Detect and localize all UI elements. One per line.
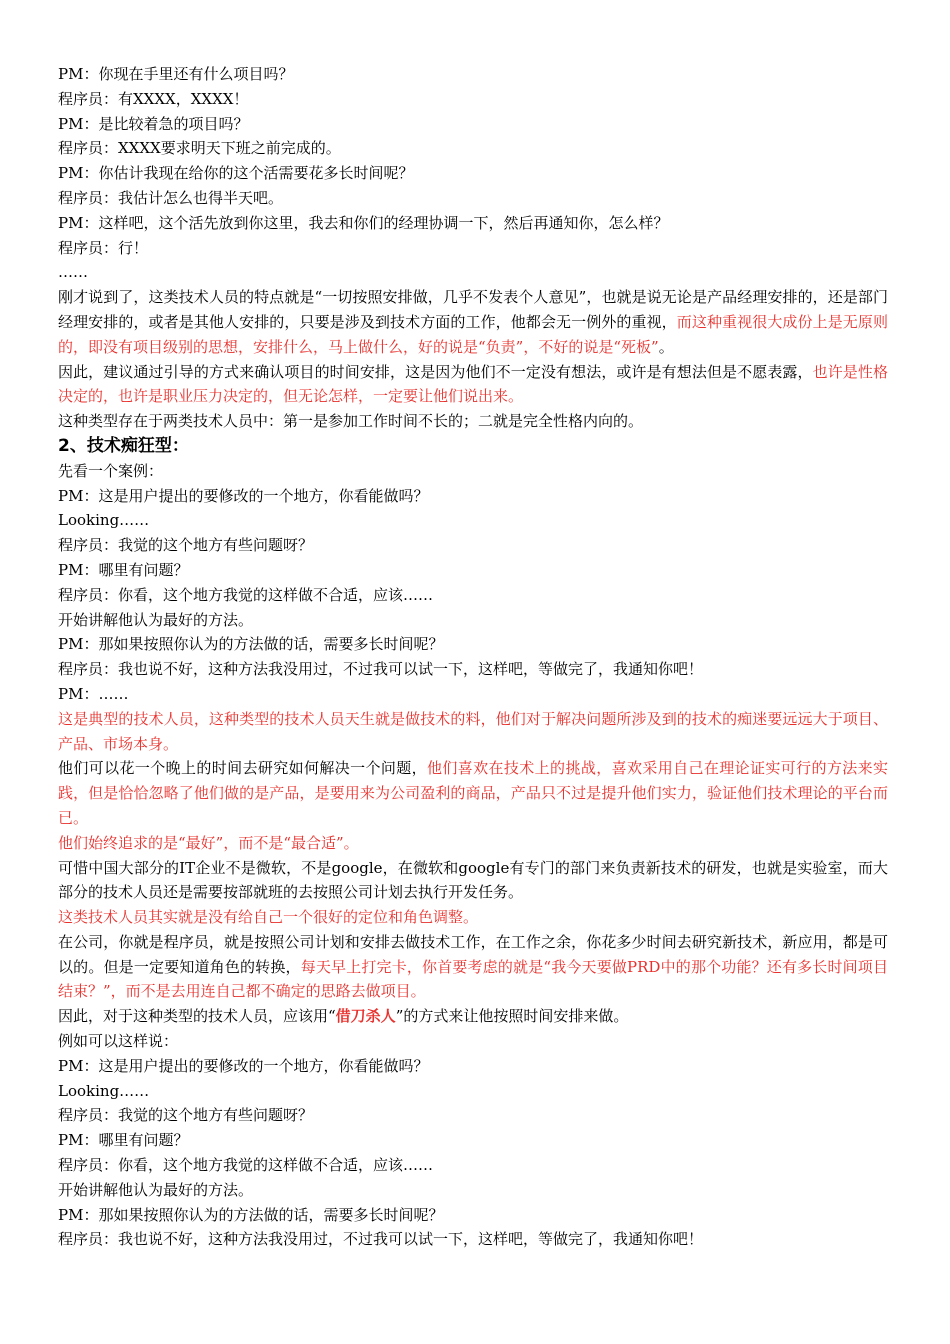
dialogue-line: PM：你现在手里还有什么项目吗？ [58,65,294,83]
paragraph-role [58,930,888,1004]
dialogue-line: PM：这是用户提出的要修改的一个地方，你看能做吗？ [58,1056,429,1075]
paragraph-strategy [58,1004,888,1029]
dialogue-line: 先看一个案例： [58,461,164,480]
dialogue-line: 例如可以这样说： [58,1032,179,1051]
dialogue-line: Looking…… [58,1081,150,1100]
dialogue-line: 程序员：我也说不好，这种方法我没用过，不过我可以试一下，这样吧，等做完了，我通知你吧！ [58,1230,704,1249]
emphasis-paragraph: 这类技术人员其实就是没有给自己一个很好的定位和角色调整。 [58,908,479,927]
dialogue-line: PM：…… [58,684,129,703]
dialogue-line: 开始讲解他认为最好的方法。 [58,610,254,629]
section-heading: 2、技术痴狂型： [58,435,189,456]
paragraph-text: 他们可以花一个晚上的时间去研究如何解决一个问题， [58,759,428,778]
dialogue-line: 程序员：我觉的这个地方有些问题呀？ [58,1106,314,1125]
document-body [58,62,888,1252]
dialogue-line: PM：这是用户提出的要修改的一个地方，你看能做吗？ [58,486,429,505]
paragraph-text: 因此，对于这种类型的技术人员，应该用“ [58,1007,336,1026]
paragraph-research [58,756,888,830]
dialogue-line: 程序员：你看，这个地方我觉的这样做不合适，应该…… [58,1156,434,1175]
dialogue-block-2 [58,459,888,707]
dialogue-line: Looking…… [58,511,150,530]
dialogue-line: 程序员：你看，这个地方我觉的这样做不合适，应该…… [58,585,434,604]
dialogue-line: PM：那如果按照你认为的方法做的话，需要多长时间呢？ [58,635,444,654]
emphasis-text: 也许是性格决定的，也许是职业压力决定的，但无论怎样，一定要让他们说出来。 [58,362,888,406]
dialogue-line: 程序员：我估计怎么也得半天吧。 [58,188,284,207]
dialogue-block-3 [58,1029,888,1252]
paragraph-industry: 可惜中国大部分的IT企业不是微软，不是google，在微软和google有专门的部门来负责新技术的研发，也就是实验室，而大部分的技术人员还是需要按部就班的去按照公司计划去执行开发任务。 [58,858,888,902]
paragraph-traits [58,285,888,359]
dialogue-line: PM：是比较着急的项目吗？ [58,114,249,133]
paragraph-types: 这种类型存在于两类技术人员中：第一是参加工作时间不长的；二就是完全性格内向的。 [58,412,644,431]
paragraph-text: 因此，建议通过引导的方式来确认项目的时间安排，这是因为他们不一定没有想法，或许是有想法但是不愿表露， [58,362,813,381]
emphasis-text: 而这种重视很大成份上是无原则的，即没有项目级别的思想，安排什么，马上做什么，好的说是“负责”，不好的说是“死板” [58,312,888,356]
dialogue-line: PM：哪里有问题？ [58,1131,189,1150]
dialogue-line: PM：那如果按照你认为的方法做的话，需要多长时间呢？ [58,1205,444,1224]
emphasis-paragraph: 这是典型的技术人员，这种类型的技术人员天生就是做技术的料，他们对于解决问题所涉及到的技术的痴迷要远远大于项目、产品、市场本身。 [58,709,888,753]
dialogue-line: 程序员：我也说不好，这种方法我没用过，不过我可以试一下，这样吧，等做完了，我通知你吧！ [58,660,704,679]
paragraph-advice [58,360,888,410]
dialogue-line: …… [58,263,88,282]
dialogue-line: PM：你估计我现在给你的这个活需要花多长时间呢？ [58,164,414,183]
dialogue-line: 程序员：XXXX要求明天下班之前完成的。 [58,139,341,158]
bold-emphasis-text: 借刀杀人 [335,1007,396,1026]
dialogue-line: 程序员：行！ [58,238,149,257]
dialogue-line: PM：这样吧，这个活先放到你这里，我去和你们的经理协调一下，然后再通知你，怎么样？ [58,213,669,232]
paragraph-text: ”的方式来让他按照时间安排来做。 [395,1007,629,1026]
dialogue-line: 开始讲解他认为最好的方法。 [58,1180,254,1199]
dialogue-line: 程序员：我觉的这个地方有些问题呀？ [58,536,314,555]
emphasis-paragraph: 他们始终追求的是“最好”，而不是“最合适”。 [58,833,359,852]
emphasis-text: 每天早上打完卡，你首要考虑的就是“我今天要做PRD中的那个功能？还有多长时间项目结束？”，而不是去用连自己都不确定的思路去做项目。 [58,957,888,1001]
dialogue-line: PM：哪里有问题？ [58,560,189,579]
dialogue-block-1 [58,62,888,285]
paragraph-text: 在公司，你就是程序员，就是按照公司计划和安排去做技术工作，在工作之余，你花多少时间去研究新技术，新应用，都是可以的。但是一定要知道角色的转换， [58,932,888,976]
paragraph-text: 。 [658,337,674,356]
paragraph-text: 刚才说到了，这类技术人员的特点就是“一切按照安排做，几乎不发表个人意见”，也就是说无论是产品经理安排的，还是部门经理安排的，或者是其他人安排的，只要是涉及到技术方面的工作，他都会无一例外的重视， [58,288,888,331]
dialogue-line: 程序员：有XXXX，XXXX！ [58,89,249,108]
emphasis-text: 他们喜欢在技术上的挑战，喜欢采用自己在理论证实可行的方法来实践，但是恰恰忽略了他们做的是产品，是要用来为公司盈利的商品，产品只不过是提升他们实力，验证他们技术理论的平台而已。 [58,759,888,827]
